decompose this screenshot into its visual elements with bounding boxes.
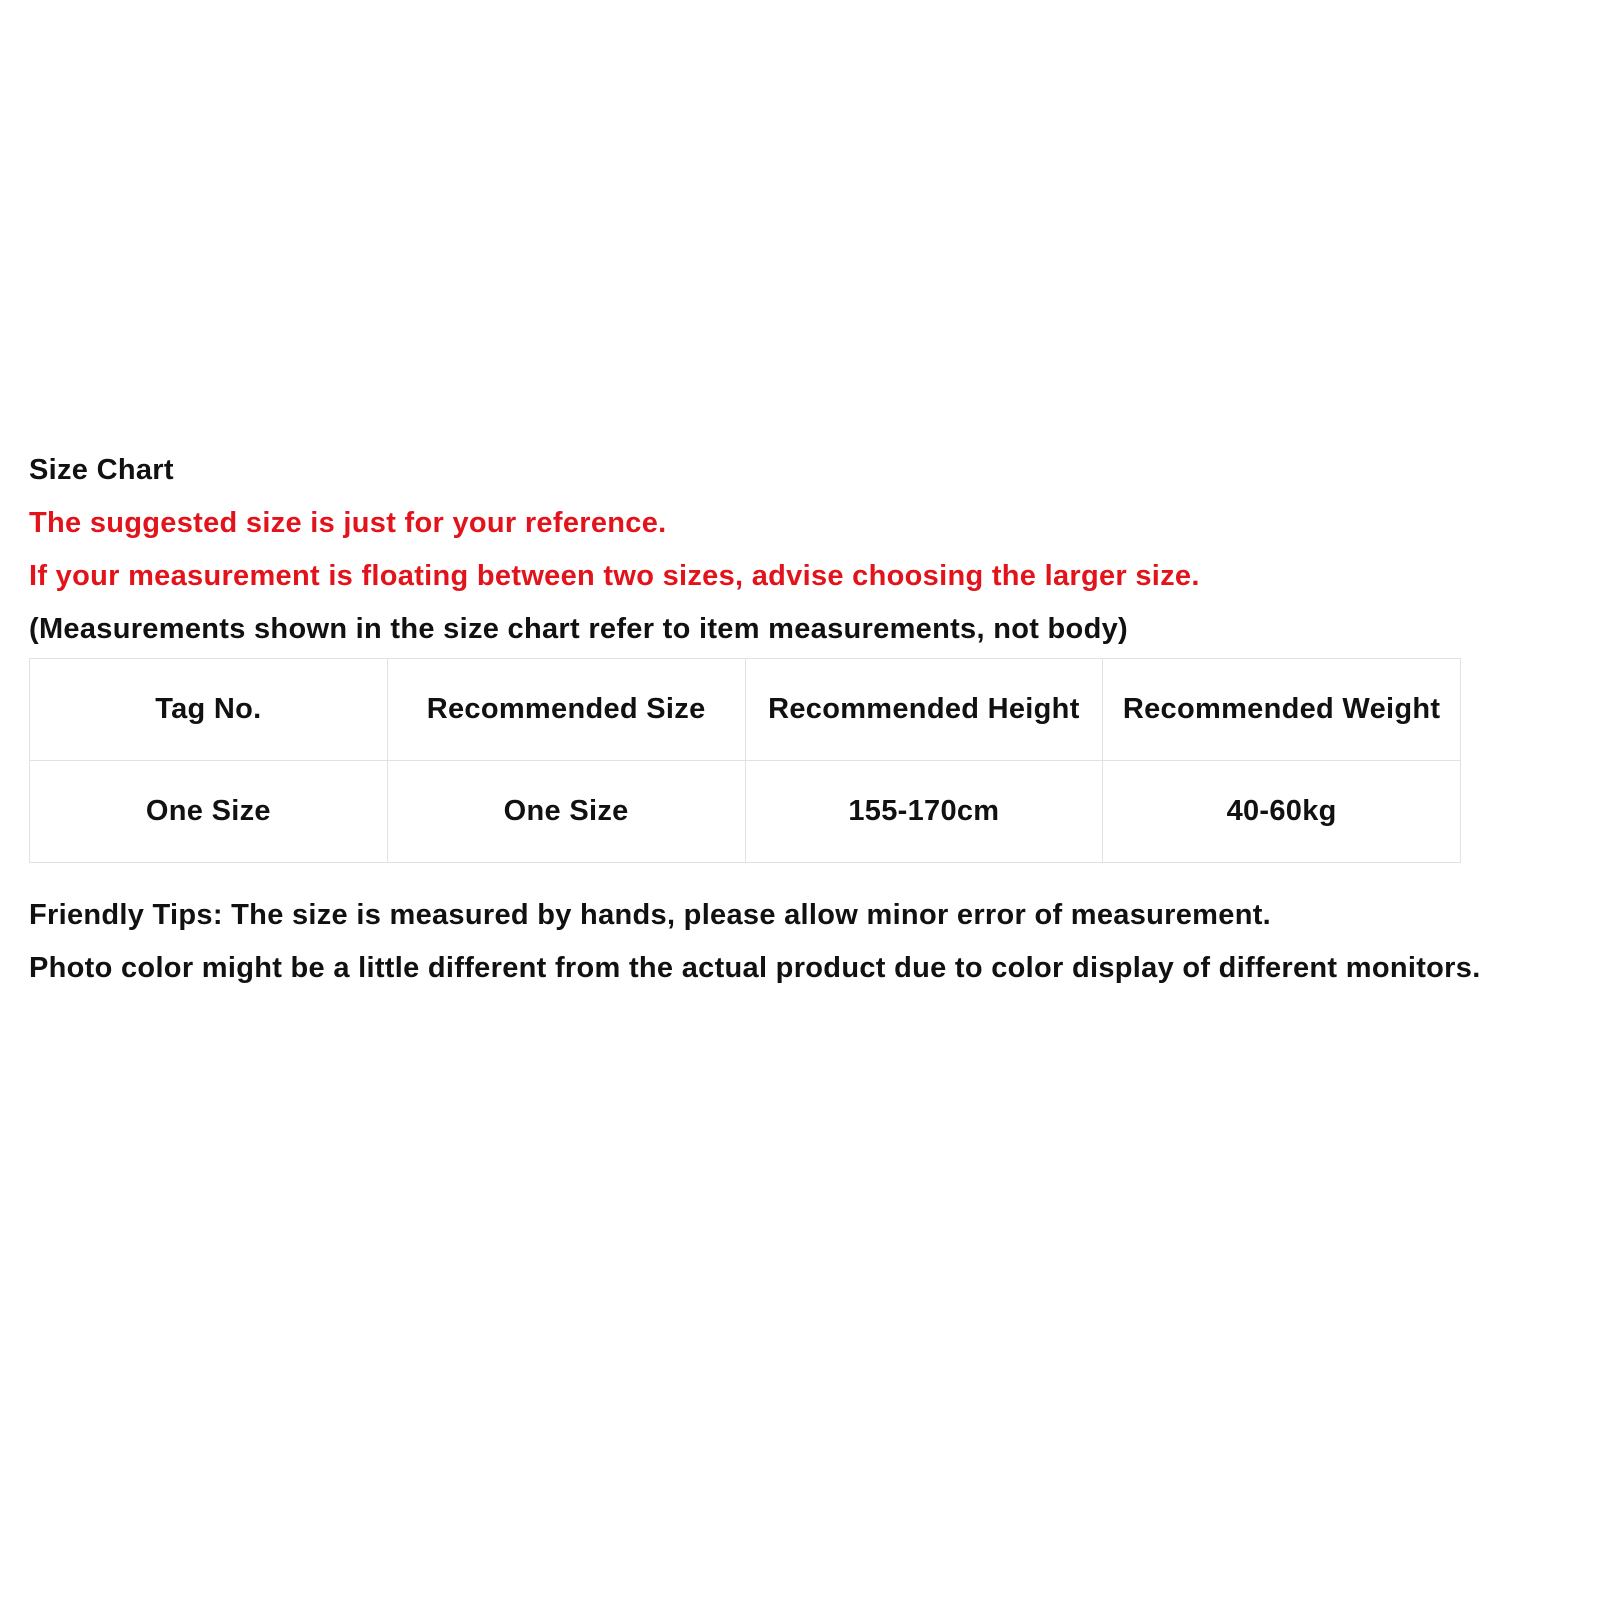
header-tag-no: Tag No.	[30, 659, 388, 761]
cell-tag-no: One Size	[30, 761, 388, 863]
cell-recommended-size: One Size	[387, 761, 745, 863]
tip-photo-color: Photo color might be a little different from the actual product due to color display of different monitors.	[29, 952, 1481, 984]
header-recommended-weight: Recommended Weight	[1103, 659, 1461, 761]
size-chart-document	[29, 444, 1589, 995]
header-recommended-size: Recommended Size	[387, 659, 745, 761]
page-title: Size Chart	[29, 454, 174, 486]
larger-size-notice: If your measurement is floating between two sizes, advise choosing the larger size.	[29, 560, 1200, 592]
table-row	[30, 761, 1461, 863]
measurement-note: (Measurements shown in the size chart refer to item measurements, not body)	[29, 613, 1128, 645]
cell-recommended-height: 155-170cm	[745, 761, 1103, 863]
size-table	[29, 658, 1461, 863]
header-recommended-height: Recommended Height	[745, 659, 1103, 761]
table-header-row	[30, 659, 1461, 761]
tip-measured-by-hands: Friendly Tips: The size is measured by hands, please allow minor error of measurement.	[29, 899, 1272, 931]
cell-recommended-weight: 40-60kg	[1103, 761, 1461, 863]
friendly-tips	[29, 889, 1589, 995]
reference-notice: The suggested size is just for your reference.	[29, 507, 667, 539]
